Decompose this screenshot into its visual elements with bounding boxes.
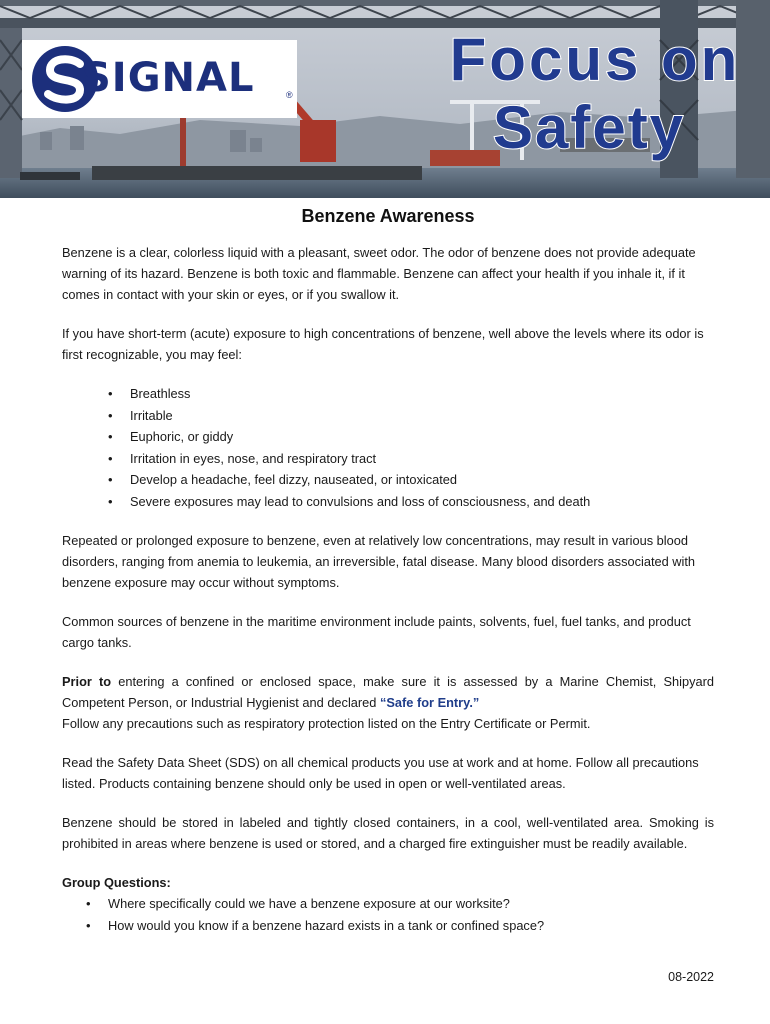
group-questions-heading: Group Questions: bbox=[62, 875, 171, 890]
list-item: • Euphoric, or giddy bbox=[130, 426, 714, 448]
focus-on-safety-title bbox=[420, 26, 770, 162]
list-item: • Breathless bbox=[130, 383, 714, 405]
follow-precautions-text: Follow any precautions such as respiratory protection listed on the Entry Certificate or Permit. bbox=[62, 716, 591, 731]
title-line-2: Safety bbox=[492, 94, 686, 161]
sds-paragraph: Read the Safety Data Sheet (SDS) on all chemical products you use at work and at home. Follow all precautions listed. Products containing benzene should only be used in open or well-ventilated areas. bbox=[62, 755, 699, 791]
prior-to-label: Prior to bbox=[62, 674, 112, 689]
list-item: • Develop a headache, feel dizzy, nauseated, or intoxicated bbox=[130, 469, 714, 491]
document-body bbox=[62, 206, 714, 936]
document-date: 08-2022 bbox=[668, 970, 714, 984]
sources-paragraph: Common sources of benzene in the maritime environment include paints, solvents, fuel, fuel tanks, and product cargo tanks. bbox=[62, 614, 691, 650]
chronic-exposure-paragraph: Repeated or prolonged exposure to benzene, even at relatively low concentrations, may result in various blood disorders, ranging from anemia to leukemia, an irreversible, fatal disease. Many blood disorders associated with benzene exposure may occur without symptoms. bbox=[62, 533, 696, 590]
page-title: Benzene Awareness bbox=[301, 206, 475, 226]
registered-mark: ® bbox=[286, 90, 293, 100]
group-questions-list bbox=[62, 893, 714, 936]
confined-space-paragraph bbox=[62, 671, 714, 734]
title-line-1: Focus on bbox=[449, 26, 741, 93]
safe-for-entry: “Safe for Entry.” bbox=[379, 695, 480, 710]
list-item: • Severe exposures may lead to convulsions and loss of consciousness, and death bbox=[130, 491, 714, 513]
list-item: • Where specifically could we have a benzene exposure at our worksite? bbox=[108, 893, 714, 915]
header-banner bbox=[0, 0, 770, 198]
symptoms-list bbox=[62, 383, 714, 512]
intro-paragraph: Benzene is a clear, colorless liquid with a pleasant, sweet odor. The odor of benzene does not provide adequate warning of its hazard. Benzene is both toxic and flammable. Benzene can affect your health if you inhale it, if it comes in contact with your skin or eyes, or if you swallow it. bbox=[62, 245, 696, 302]
prior-to-text: entering a confined or enclosed space, make sure it is assessed by a Marine Chemist, Shipyard Competent Person, or Industrial Hygienist and declared bbox=[62, 674, 714, 710]
signal-logo bbox=[22, 40, 297, 118]
storage-paragraph: Benzene should be stored in labeled and tightly closed containers, in a cool, well-ventilated area. Smoking is prohibited in areas where benzene is used or stored, and a charged fire extinguisher must be readily available. bbox=[62, 815, 714, 851]
list-item: • Irritation in eyes, nose, and respiratory tract bbox=[130, 448, 714, 470]
signal-logo-text: SIGNAL bbox=[82, 55, 255, 101]
acute-exposure-paragraph: If you have short-term (acute) exposure to high concentrations of benzene, well above the levels where its odor is first recognizable, you may feel: bbox=[62, 326, 704, 362]
list-item: • Irritable bbox=[130, 405, 714, 427]
list-item: • How would you know if a benzene hazard exists in a tank or confined space? bbox=[108, 915, 714, 937]
